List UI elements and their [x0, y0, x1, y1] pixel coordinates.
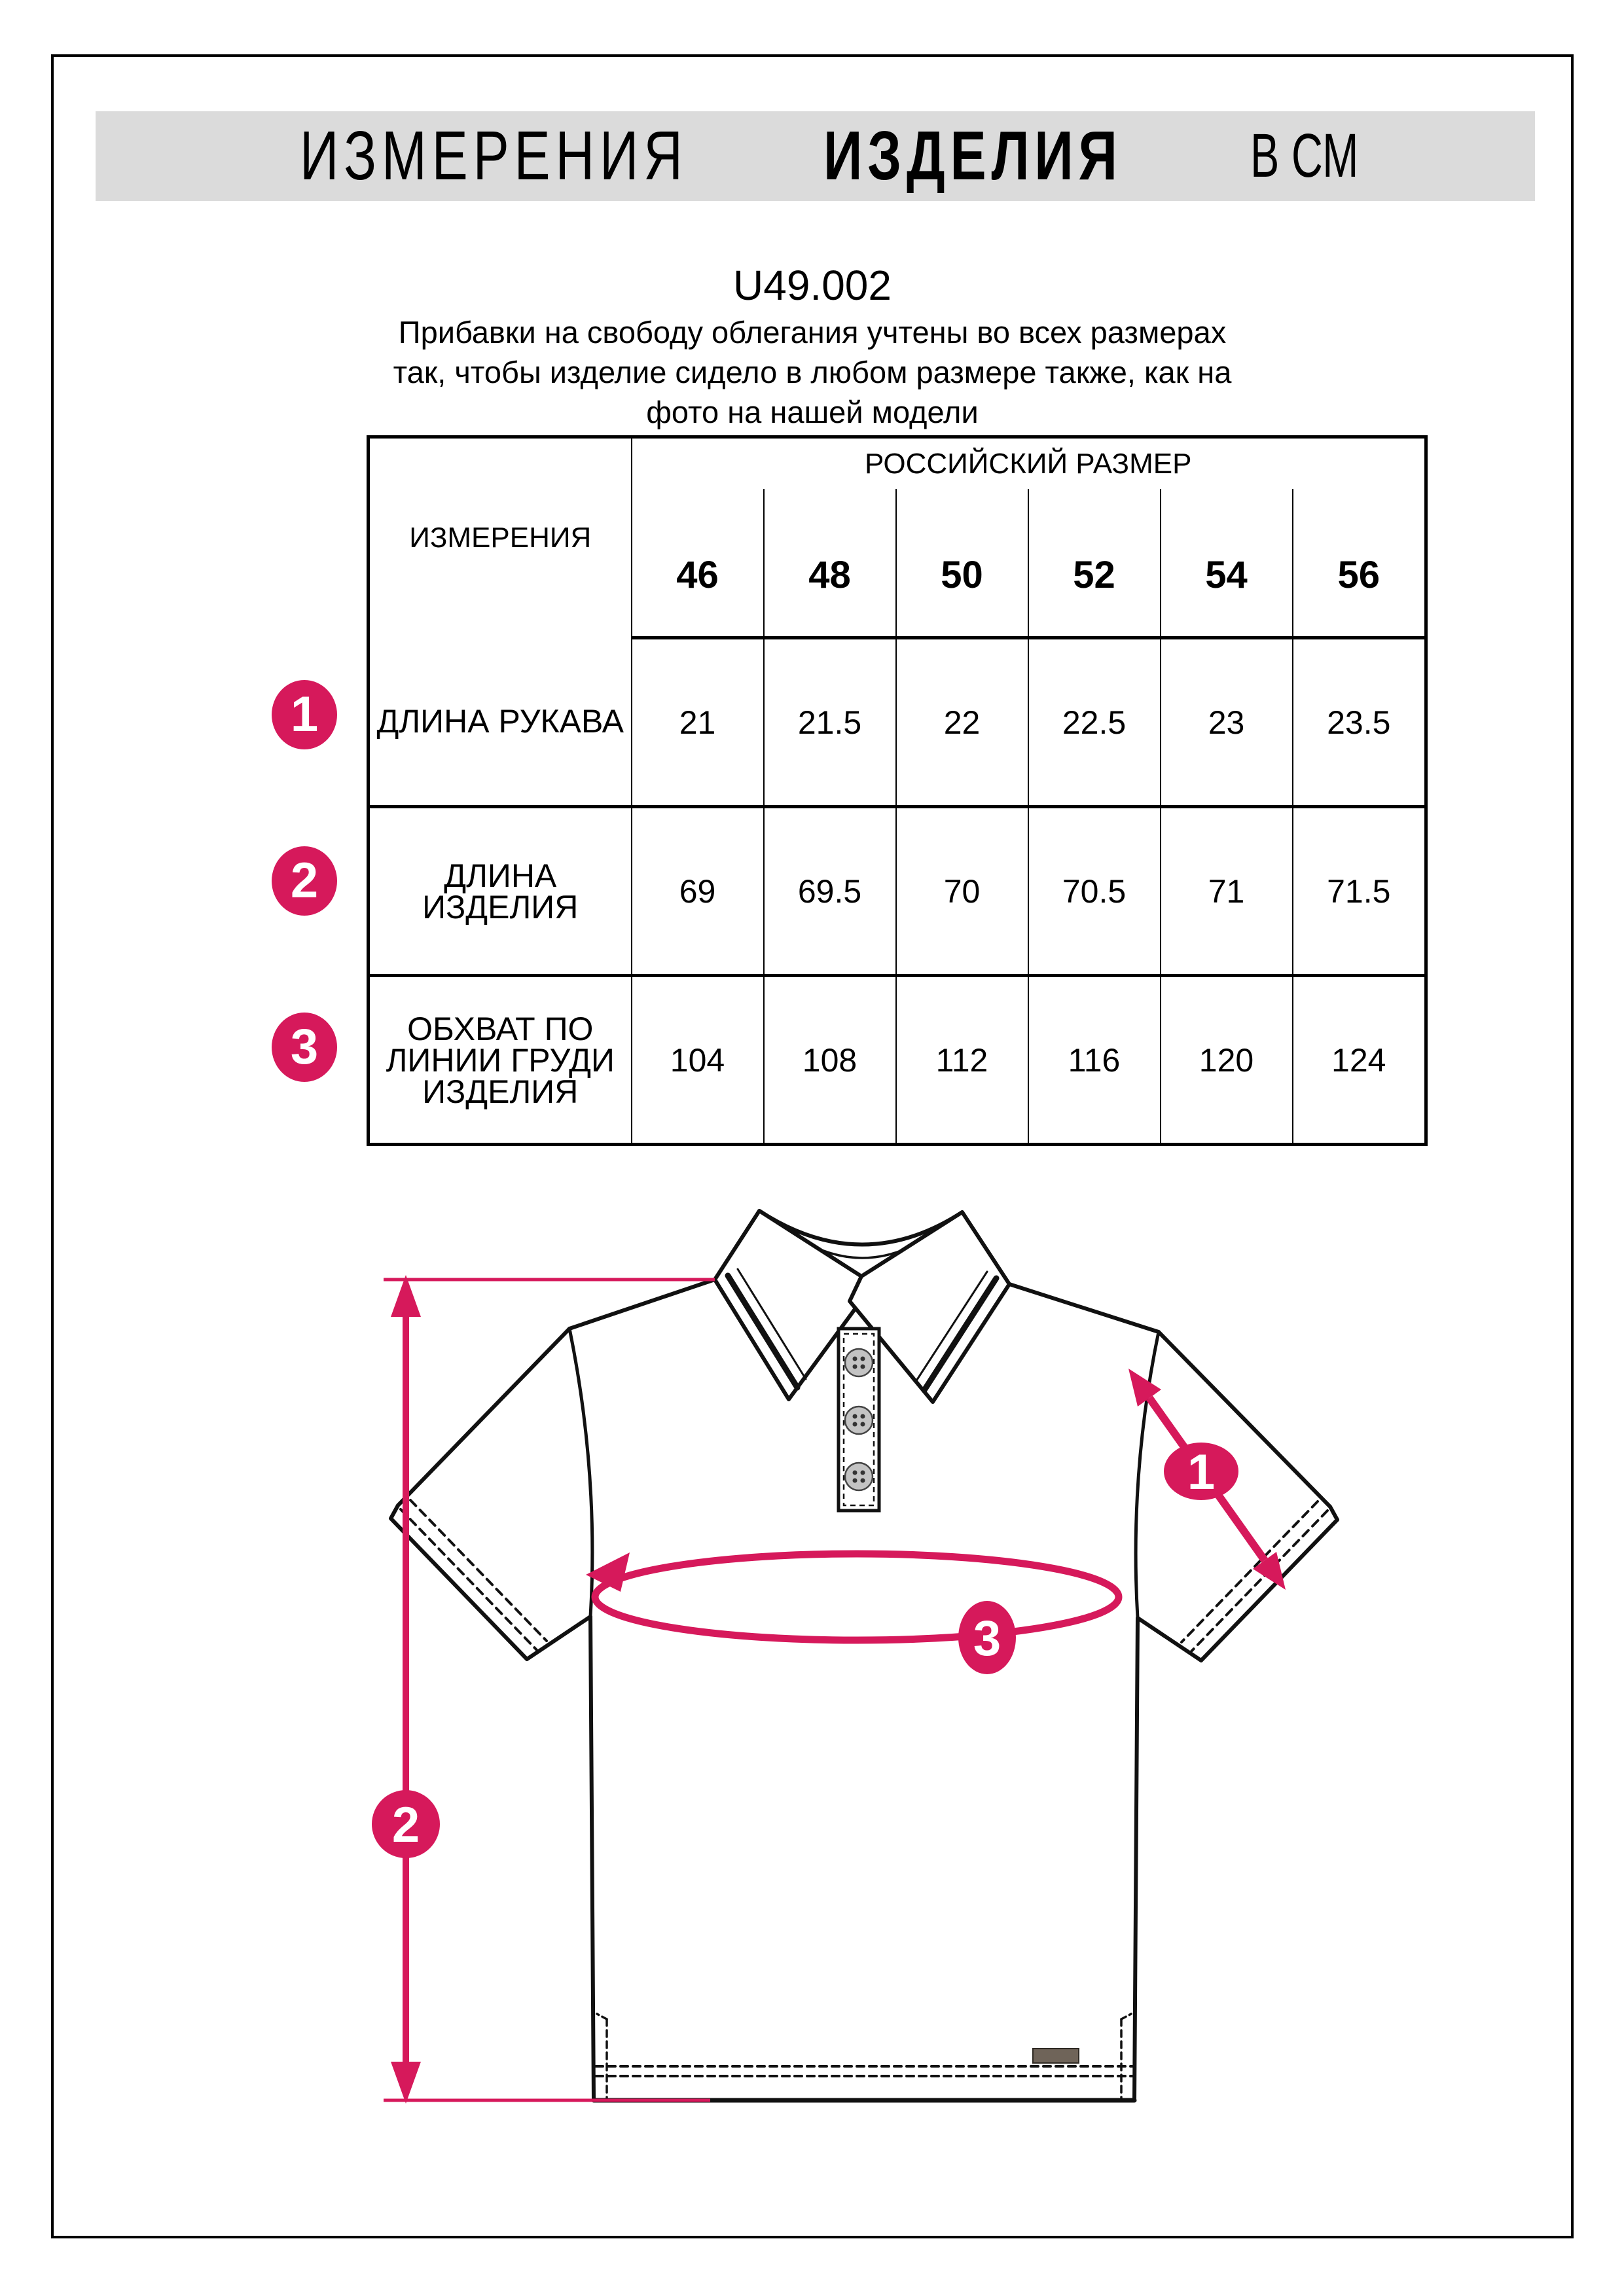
garment-diagram [327, 1145, 1375, 2166]
table-cell: 69.5 [764, 807, 896, 976]
measure-badge-1: 1 [272, 680, 337, 749]
measure-badge-2: 2 [272, 846, 337, 916]
table-cell: 70.5 [1028, 807, 1161, 976]
garment-length-arrow [384, 1275, 715, 2104]
table-cell: 21.5 [764, 638, 896, 807]
measure-badge-3: 3 [272, 1013, 337, 1082]
size-col-header: 50 [896, 489, 1028, 638]
table-cell: 124 [1293, 976, 1426, 1145]
size-table [367, 435, 1428, 1146]
chest-girth-ellipse [595, 1554, 1119, 1640]
table-cell: 112 [896, 976, 1028, 1145]
measure-annotations [372, 1275, 1286, 2104]
fit-note [54, 312, 1571, 432]
hem-label-tag [1033, 2049, 1079, 2063]
table-cell: 21 [632, 638, 764, 807]
table-header-russian-size: РОССИЙСКИЙ РАЗМЕР [632, 437, 1426, 490]
fit-note-line: так, чтобы изделие сидело в любом размере также, как на [393, 355, 1232, 389]
table-cell: 71 [1161, 807, 1293, 976]
size-col-header: 56 [1293, 489, 1426, 638]
fit-note-line: фото на нашей модели [646, 395, 979, 429]
table-cell: 23 [1161, 638, 1293, 807]
units-label: В СМ [1250, 121, 1359, 190]
row-label-garment-length: ДЛИНА ИЗДЕЛИЯ [369, 807, 632, 976]
table-cell: 70 [896, 807, 1028, 976]
size-col-header: 46 [632, 489, 764, 638]
table-cell: 23.5 [1293, 638, 1426, 807]
size-col-header: 54 [1161, 489, 1293, 638]
title-band [96, 111, 1535, 201]
svg-text:1: 1 [1187, 1444, 1216, 1500]
table-cell: 116 [1028, 976, 1161, 1145]
size-col-header: 52 [1028, 489, 1161, 638]
table-header-measures: ИЗМЕРЕНИЯ [369, 437, 632, 638]
table-cell: 22 [896, 638, 1028, 807]
table-cell: 104 [632, 976, 764, 1145]
svg-text:2: 2 [391, 1797, 420, 1853]
table-cell: 71.5 [1293, 807, 1426, 976]
placket-buttons [845, 1349, 873, 1490]
svg-text:3: 3 [973, 1611, 1001, 1666]
page-title: ИЗМЕРЕНИЯ [300, 117, 688, 194]
row-label-chest-girth: ОБХВАТ ПО ЛИНИИ ГРУДИ ИЗДЕЛИЯ [369, 976, 632, 1145]
table-cell: 22.5 [1028, 638, 1161, 807]
table-cell: 108 [764, 976, 896, 1145]
size-col-header: 48 [764, 489, 896, 638]
table-cell: 120 [1161, 976, 1293, 1145]
product-code: U49.002 [733, 262, 892, 309]
fit-note-line: Прибавки на свободу облегания учтены во всех размерах [398, 315, 1227, 350]
table-cell: 69 [632, 807, 764, 976]
row-label-sleeve-length: ДЛИНА РУКАВА [369, 638, 632, 807]
page-title-emphasis: ИЗДЕЛИЯ [823, 117, 1123, 194]
